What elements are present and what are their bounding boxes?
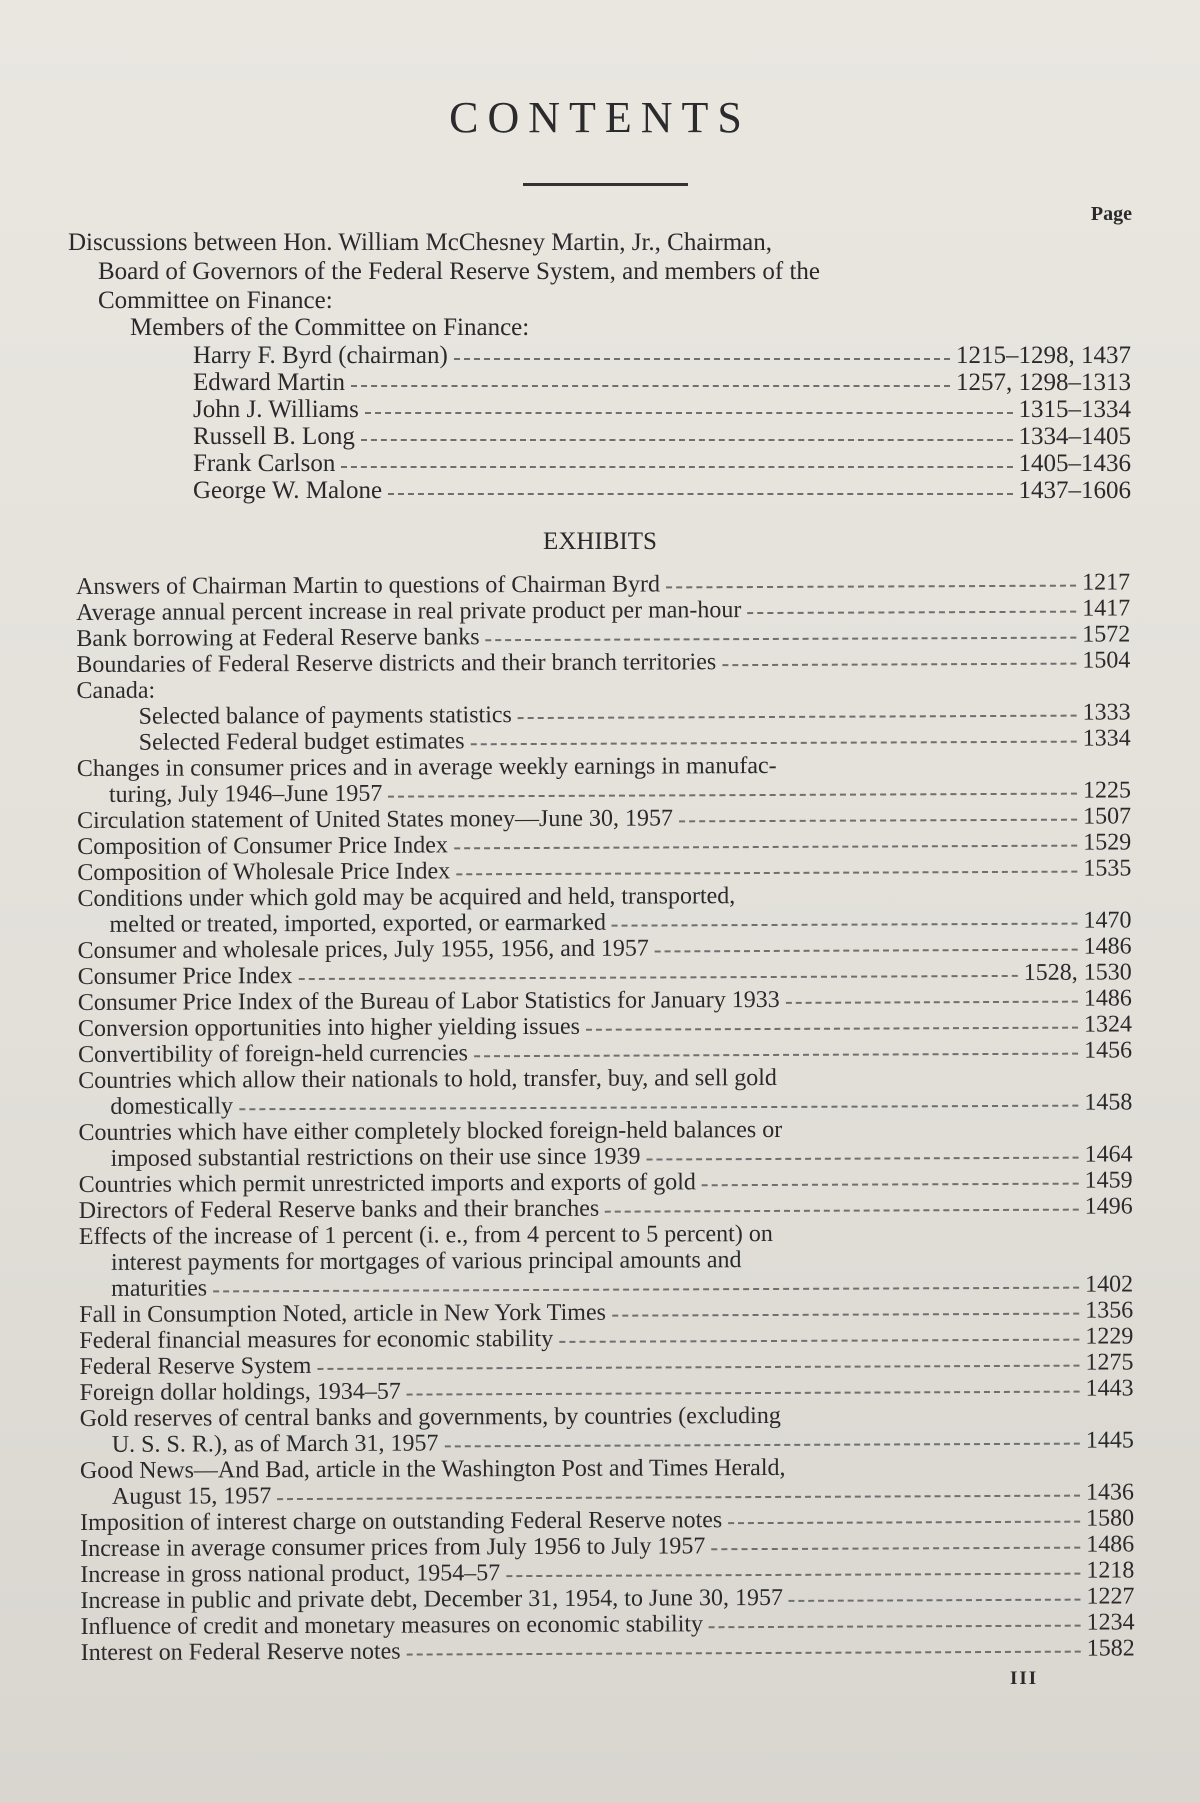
exhibit-page: 1486 bbox=[1083, 933, 1132, 960]
exhibit-title: Consumer and wholesale prices, July 1955, 1956, and 1957 bbox=[77, 935, 649, 964]
exhibit-title: Foreign dollar holdings, 1934–57 bbox=[79, 1378, 401, 1406]
dot-leader bbox=[789, 1599, 1081, 1602]
exhibit-title: turing, July 1946–June 1957 bbox=[108, 780, 383, 808]
exhibit-title: Interest on Federal Reserve notes bbox=[80, 1638, 401, 1666]
dot-leader bbox=[786, 1001, 1078, 1004]
member-entry bbox=[193, 477, 1131, 504]
dot-leader bbox=[454, 358, 950, 360]
dot-leader bbox=[666, 585, 1076, 589]
exhibit-page: 1324 bbox=[1083, 1011, 1133, 1038]
exhibit-title: Influence of credit and monetary measures on economic stability bbox=[80, 1611, 704, 1640]
exhibit-page: 1535 bbox=[1083, 855, 1132, 882]
exhibit-title: Conversion opportunities into higher yielding issues bbox=[77, 1013, 581, 1042]
exhibit-title: Increase in gross national product, 1954–57 bbox=[80, 1560, 501, 1588]
exhibit-title: Effects of the increase of 1 percent (i. e., from 4 percent to 5 percent) on bbox=[78, 1220, 773, 1250]
exhibit-page: 1464 bbox=[1084, 1141, 1133, 1168]
dot-leader bbox=[486, 637, 1077, 642]
dot-leader bbox=[341, 466, 1012, 468]
exhibit-page: 1528, 1530 bbox=[1023, 959, 1132, 986]
exhibit-page: 1334 bbox=[1082, 725, 1131, 752]
exhibit-page: 1229 bbox=[1085, 1323, 1134, 1350]
dot-leader bbox=[722, 663, 1076, 667]
dot-leader bbox=[612, 1313, 1079, 1317]
member-entry bbox=[193, 369, 1131, 396]
title-rule bbox=[523, 183, 688, 186]
dot-leader bbox=[407, 1651, 1081, 1656]
dot-leader bbox=[474, 1053, 1078, 1058]
page-column-label: Page bbox=[1090, 203, 1132, 225]
exhibit-page: 1456 bbox=[1084, 1037, 1133, 1064]
exhibit-entry bbox=[77, 751, 1131, 808]
dot-leader bbox=[559, 1339, 1079, 1343]
exhibit-title: Directors of Federal Reserve banks and their branches bbox=[78, 1195, 600, 1224]
exhibit-title: Conditions under which gold may be acquired and held, transported, bbox=[77, 883, 736, 912]
exhibit-entry bbox=[81, 1635, 1135, 1666]
member-entry bbox=[193, 342, 1131, 369]
exhibit-page: 1486 bbox=[1083, 985, 1132, 1012]
dot-leader bbox=[471, 741, 1077, 746]
exhibit-title: U. S. S. R.), as of March 31, 1957 bbox=[111, 1430, 439, 1458]
member-pages: 1437–1606 bbox=[1018, 477, 1131, 504]
member-name: George W. Malone bbox=[193, 477, 383, 504]
exhibit-page: 1402 bbox=[1085, 1271, 1134, 1298]
exhibit-title: Selected Federal budget estimates bbox=[138, 728, 465, 756]
exhibit-title: Countries which have either completely blocked foreign-held balances or bbox=[78, 1116, 783, 1146]
dot-leader bbox=[298, 975, 1017, 980]
exhibit-page: 1582 bbox=[1086, 1635, 1135, 1662]
exhibit-page: 1218 bbox=[1086, 1557, 1135, 1584]
dot-leader bbox=[454, 845, 1077, 850]
dot-leader bbox=[728, 1521, 1080, 1525]
dot-leader bbox=[711, 1547, 1080, 1551]
member-pages: 1257, 1298–1313 bbox=[956, 369, 1131, 396]
dot-leader bbox=[444, 1443, 1079, 1448]
exhibit-page: 1572 bbox=[1082, 621, 1131, 648]
member-name: Edward Martin bbox=[193, 369, 346, 396]
exhibits-list bbox=[76, 569, 1135, 1666]
exhibit-title: Answers of Chairman Martin to questions of Chairman Byrd bbox=[76, 571, 661, 600]
member-name: John J. Williams bbox=[193, 396, 359, 423]
exhibit-title: Gold reserves of central banks and governments, by countries (excluding bbox=[79, 1402, 781, 1432]
intro-line: Committee on Finance: bbox=[98, 287, 333, 314]
exhibit-title: Canada: bbox=[76, 677, 156, 704]
exhibit-line bbox=[81, 1635, 1135, 1666]
dot-leader bbox=[586, 1027, 1078, 1031]
exhibit-title: Convertibility of foreign-held currencies bbox=[78, 1040, 469, 1068]
dot-leader bbox=[655, 949, 1078, 953]
dot-leader bbox=[506, 1573, 1080, 1578]
exhibit-page: 1227 bbox=[1086, 1583, 1135, 1610]
exhibit-entry bbox=[78, 1063, 1132, 1120]
member-entry bbox=[193, 450, 1131, 477]
exhibit-title: Imposition of interest charge on outstanding Federal Reserve notes bbox=[80, 1507, 723, 1536]
dot-leader bbox=[361, 439, 1013, 441]
dot-leader bbox=[277, 1495, 1080, 1501]
member-name: Frank Carlson bbox=[193, 450, 336, 477]
members-label: Members of the Committee on Finance: bbox=[130, 314, 530, 341]
exhibit-title: Bank borrowing at Federal Reserve banks bbox=[76, 624, 480, 652]
exhibit-title: Boundaries of Federal Reserve districts and their branch territories bbox=[76, 649, 717, 678]
exhibit-title: Increase in average consumer prices from July 1956 to July 1957 bbox=[80, 1533, 706, 1562]
members-list bbox=[193, 342, 1131, 504]
exhibit-title: Circulation statement of United States money—June 30, 1957 bbox=[77, 805, 674, 834]
dot-leader bbox=[239, 1105, 1078, 1111]
exhibit-title: Federal Reserve System bbox=[79, 1352, 312, 1380]
dot-leader bbox=[213, 1287, 1079, 1293]
exhibit-entry bbox=[78, 1115, 1132, 1172]
exhibit-page: 1504 bbox=[1082, 647, 1131, 674]
member-pages: 1405–1436 bbox=[1018, 450, 1131, 477]
dot-leader bbox=[709, 1625, 1081, 1629]
dot-leader bbox=[407, 1391, 1080, 1396]
exhibit-title: Federal financial measures for economic stability bbox=[79, 1325, 554, 1354]
page-number: III bbox=[1010, 1668, 1039, 1689]
exhibit-page: 1417 bbox=[1082, 595, 1131, 622]
exhibit-page: 1580 bbox=[1086, 1505, 1135, 1532]
exhibit-page: 1225 bbox=[1082, 777, 1132, 804]
member-pages: 1334–1405 bbox=[1018, 423, 1131, 450]
dot-leader bbox=[317, 1365, 1079, 1370]
exhibit-title: Average annual percent increase in real private product per man-hour bbox=[76, 597, 742, 626]
exhibit-page: 1275 bbox=[1085, 1349, 1134, 1376]
intro-line: Board of Governors of the Federal Reserve System, and members of the bbox=[98, 258, 821, 285]
intro-line: Discussions between Hon. William McChesney Martin, Jr., Chairman, bbox=[68, 229, 772, 256]
dot-leader bbox=[388, 493, 1012, 495]
exhibit-title: Changes in consumer prices and in average weekly earnings in manufac- bbox=[76, 752, 777, 782]
dot-leader bbox=[518, 715, 1077, 719]
member-entry bbox=[193, 423, 1131, 450]
exhibit-title: domestically bbox=[110, 1093, 234, 1120]
exhibit-title: imposed substantial restrictions on their use since 1939 bbox=[110, 1143, 641, 1172]
dot-leader bbox=[702, 1183, 1079, 1187]
exhibit-title: Increase in public and private debt, December 31, 1954, to June 30, 1957 bbox=[80, 1584, 783, 1614]
exhibit-title: melted or treated, imported, exported, or earmarked bbox=[109, 909, 607, 938]
exhibit-title: Consumer Price Index bbox=[77, 963, 293, 990]
exhibit-entry bbox=[77, 881, 1131, 938]
member-entry bbox=[193, 396, 1131, 423]
exhibit-title: Fall in Consumption Noted, article in New York Times bbox=[79, 1299, 606, 1328]
exhibit-page: 1486 bbox=[1086, 1531, 1135, 1558]
exhibit-title: Countries which allow their nationals to hold, transfer, buy, and sell gold bbox=[78, 1064, 777, 1094]
exhibit-title: Consumer Price Index of the Bureau of Labor Statistics for January 1933 bbox=[77, 986, 780, 1016]
member-name: Russell B. Long bbox=[193, 423, 355, 450]
exhibits-heading: EXHIBITS bbox=[543, 528, 657, 555]
member-name: Harry F. Byrd (chairman) bbox=[193, 342, 448, 369]
exhibit-title: August 15, 1957 bbox=[111, 1483, 272, 1510]
exhibit-title: interest payments for mortgages of various principal amounts and bbox=[110, 1247, 742, 1276]
dot-leader bbox=[456, 871, 1077, 876]
exhibit-entry bbox=[80, 1401, 1134, 1458]
member-pages: 1215–1298, 1437 bbox=[956, 342, 1131, 369]
exhibit-page: 1356 bbox=[1085, 1297, 1134, 1324]
dot-leader bbox=[747, 611, 1076, 614]
exhibit-page: 1458 bbox=[1084, 1089, 1133, 1116]
exhibit-title: Composition of Consumer Price Index bbox=[77, 832, 448, 860]
dot-leader bbox=[365, 412, 1013, 414]
exhibit-title: maturities bbox=[111, 1275, 208, 1302]
exhibit-title: Good News—And Bad, article in the Washington Post and Times Herald, bbox=[79, 1454, 786, 1484]
exhibit-title: Composition of Wholesale Price Index bbox=[77, 858, 451, 886]
exhibit-page: 1529 bbox=[1083, 829, 1132, 856]
exhibit-page: 1496 bbox=[1084, 1193, 1133, 1220]
dot-leader bbox=[646, 1157, 1078, 1161]
dot-leader bbox=[612, 923, 1078, 927]
exhibit-page: 1445 bbox=[1085, 1427, 1134, 1454]
exhibit-page: 1333 bbox=[1082, 699, 1131, 726]
dot-leader bbox=[388, 793, 1077, 798]
exhibit-page: 1470 bbox=[1083, 907, 1132, 934]
member-pages: 1315–1334 bbox=[1018, 396, 1131, 423]
dot-leader bbox=[605, 1209, 1079, 1213]
exhibit-page: 1507 bbox=[1083, 803, 1132, 830]
exhibit-entry bbox=[79, 1219, 1133, 1302]
dot-leader bbox=[351, 385, 950, 387]
exhibit-page: 1436 bbox=[1085, 1479, 1135, 1506]
exhibit-page: 1459 bbox=[1084, 1167, 1133, 1194]
exhibit-entry bbox=[80, 1453, 1134, 1510]
exhibit-page: 1217 bbox=[1081, 569, 1131, 596]
exhibit-page: 1234 bbox=[1086, 1609, 1135, 1636]
exhibit-title: Countries which permit unrestricted imports and exports of gold bbox=[78, 1169, 696, 1198]
exhibit-page: 1443 bbox=[1085, 1375, 1134, 1402]
dot-leader bbox=[679, 819, 1077, 823]
exhibit-title: Selected balance of payments statistics bbox=[138, 702, 512, 730]
intro-paragraph bbox=[68, 228, 1068, 315]
page-title: CONTENTS bbox=[449, 93, 751, 142]
